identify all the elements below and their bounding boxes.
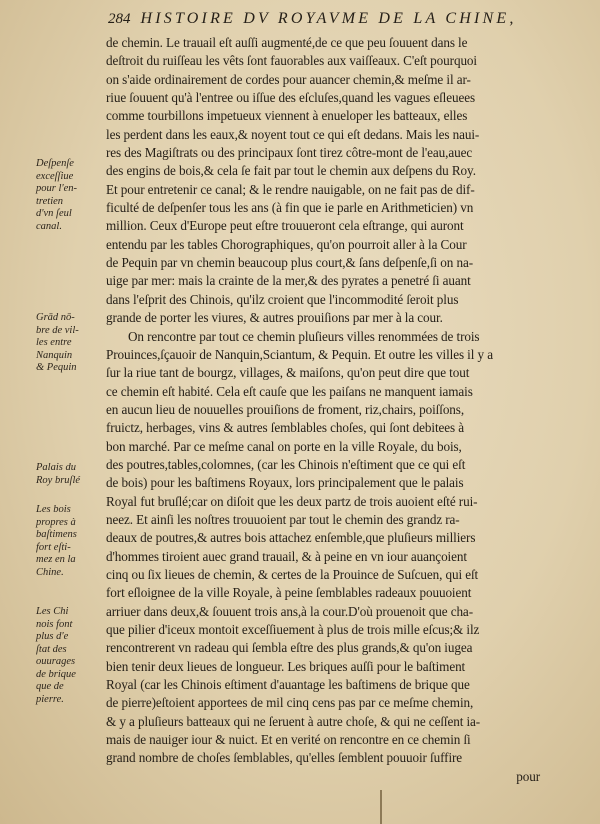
text-line: ſur la riue tant de bourgz, villages, & maiſons, qu'on peut dire que tout <box>106 365 470 381</box>
text-line: de Pequin par vn chemin beaucoup plus court,& ſans deſpenſe,ſi on na- <box>106 255 474 271</box>
page-number: 284 <box>108 11 131 27</box>
margin-note: Les bois propres à baſtimens fort eſti- mez en la Chine. <box>36 504 77 578</box>
text-line: uige par mer: mais la crainte de la mer,& des pyrates a penetré ſi auant <box>106 273 471 289</box>
text-line: de chemin. Le trauail eſt auſſi augmenté,de ce que peu ſouuent dans le <box>106 35 468 50</box>
text-line: Et pour entretenir ce canal; & le rendre nauigable, on ne fait pas de dif- <box>106 181 475 197</box>
text-line: riue ſouuent qu'à l'entree ou iſſue des eſcluſes,quand les vagues eſleuees <box>106 90 476 106</box>
text-line: des poutres,tables,colomnes, (car les Chinois n'eſtiment que ce qui eſt <box>106 456 466 472</box>
text-line: ce chemin eſt habité. Cela eſt cauſe que les paiſans ne manquent iamais <box>106 383 473 399</box>
text-line: deaux de poutres,& autres bois attachez enſemble,que pluſieurs milliers <box>106 530 476 546</box>
page-header <box>108 10 578 34</box>
paper-crease <box>380 790 382 824</box>
text-line: de pierre)eſtoient apportees de mil cinq cens pas par ce meſme chemin, <box>106 695 474 711</box>
text-line: grand nombre de choſes ſemblables, qu'elles ſemblent pouuoir ſuffire <box>106 750 463 766</box>
text-line: million. Ceux d'Europe peut eſtre trouueront cela eſtrange, qui auront <box>106 218 464 234</box>
text-line: ficulté de deſpenſer tous les ans (à fin que ie parle en Arithmeticien) vn <box>106 200 474 216</box>
margin-note: Grād nō- bre de vil- les entre Nanquin & Pequin <box>36 312 79 373</box>
text-line: d'hommes tiroient auec grand trauail, & à peine en vn iour auançoient <box>106 548 467 564</box>
text-line: & y a pluſieurs batteaux qui ne ſeruent à autre choſe, & qui ne ceſſent ia- <box>106 713 481 729</box>
text-line: cinq ou ſix lieues de chemin, & certes de la Prouince de Suſcuen, qui eſt <box>106 566 479 582</box>
text-line: mais de nauiger iour & nuict. Et en verité on rencontre en ce chemin ſi <box>106 732 471 748</box>
margin-note: Palais du Roy bruſlé <box>36 462 81 486</box>
text-line: fruictz, herbages, vins & autres ſemblables choſes, qui ſont debitees à <box>106 420 465 436</box>
text-line: fort eſloignee de la ville Royale, à peine ſemblables radeaux pouuoient <box>106 585 472 601</box>
text-line: on s'aide ordinairement de cordes pour auancer chemin,& meſme il ar- <box>106 71 471 87</box>
body-text <box>106 34 578 786</box>
text-line: Royal (car les Chinois eſtiment d'auantage les baſtimens de brique que <box>106 677 470 693</box>
text-line: dans l'eſprit des Chinois, qu'ilz croient que l'incommodité ſeroit plus <box>106 291 459 307</box>
text-line: bien tenir deux lieues de longueur. Les briques auſſi pour le baſtiment <box>106 658 466 674</box>
text-line: Royal fut bruſlé;car on diſoit que les deux partz de trois auoient eſté rui- <box>106 493 478 509</box>
text-line: entendu par les tables Chorographiques, qu'on pourroit aller à la Cour <box>106 236 467 252</box>
text-line: bon marché. Par ce meſme canal on porte en la ville Royale, du bois, <box>106 438 462 454</box>
text-line: de bois) pour les baſtimens Royaux, lors principalement que le palais <box>106 475 464 491</box>
text-line: que pilier d'iceux montoit exceſſiuement à plus de trois mille eſcus;& ilz <box>106 622 480 637</box>
text-line: On rencontre par tout ce chemin pluſieurs villes renommées de trois <box>128 328 480 344</box>
text-line: res des Magiſtrats ou des principaux ſont tirez côtre-mont de l'eau,auec <box>106 145 473 161</box>
text-line: rencontrerent vn radeau qui ſembla eſtre des plus grands,& qu'on iugea <box>106 640 473 656</box>
text-line: des engins de bois,& cela ſe fait par tout le chemin aux deſpens du Roy. <box>106 163 476 179</box>
text-line: les perdent dans les eaux,& noyent tout ce qui eſt dedans. Mais les naui- <box>106 126 480 142</box>
text-line: comme tourbillons impetueux viennent à enueloper les batteaux, elles <box>106 108 468 124</box>
running-title: HISTOIRE DV ROYAVME DE LA CHINE, <box>140 10 517 27</box>
text-line: arriuer dans deux,& ſouuent trois ans,à la cour.D'où prouenoit que cha- <box>106 603 473 619</box>
text-line: en aucun lieu de nouuelles prouiſions de froment, riz,chairs, poiſſons, <box>106 401 465 417</box>
text-line: grande de porter les viures, & autres prouiſions par mer à la cour. <box>106 310 443 326</box>
text-line: Prouinces,ſçauoir de Nanquin,Sciantum, & Pequin. Et outre les villes il y a <box>106 346 493 362</box>
margin-note: Deſpenſe exceſſiue pour l'en- tretien d'vn ſeul canal. <box>36 158 78 232</box>
catchword: pour <box>516 768 540 784</box>
text-line: deſtroit du ruiſſeau les vêts ſont fauorables aux vaiſſeaux. C'eſt pourquoi <box>106 53 477 69</box>
margin-note: Les Chi nois font plus d'e ſtat des ouurages de brique que de pierre. <box>36 606 76 705</box>
text-line: neez. Et ainſi les noſtres trouuoient par tout le chemin des grandz ra- <box>106 511 460 527</box>
